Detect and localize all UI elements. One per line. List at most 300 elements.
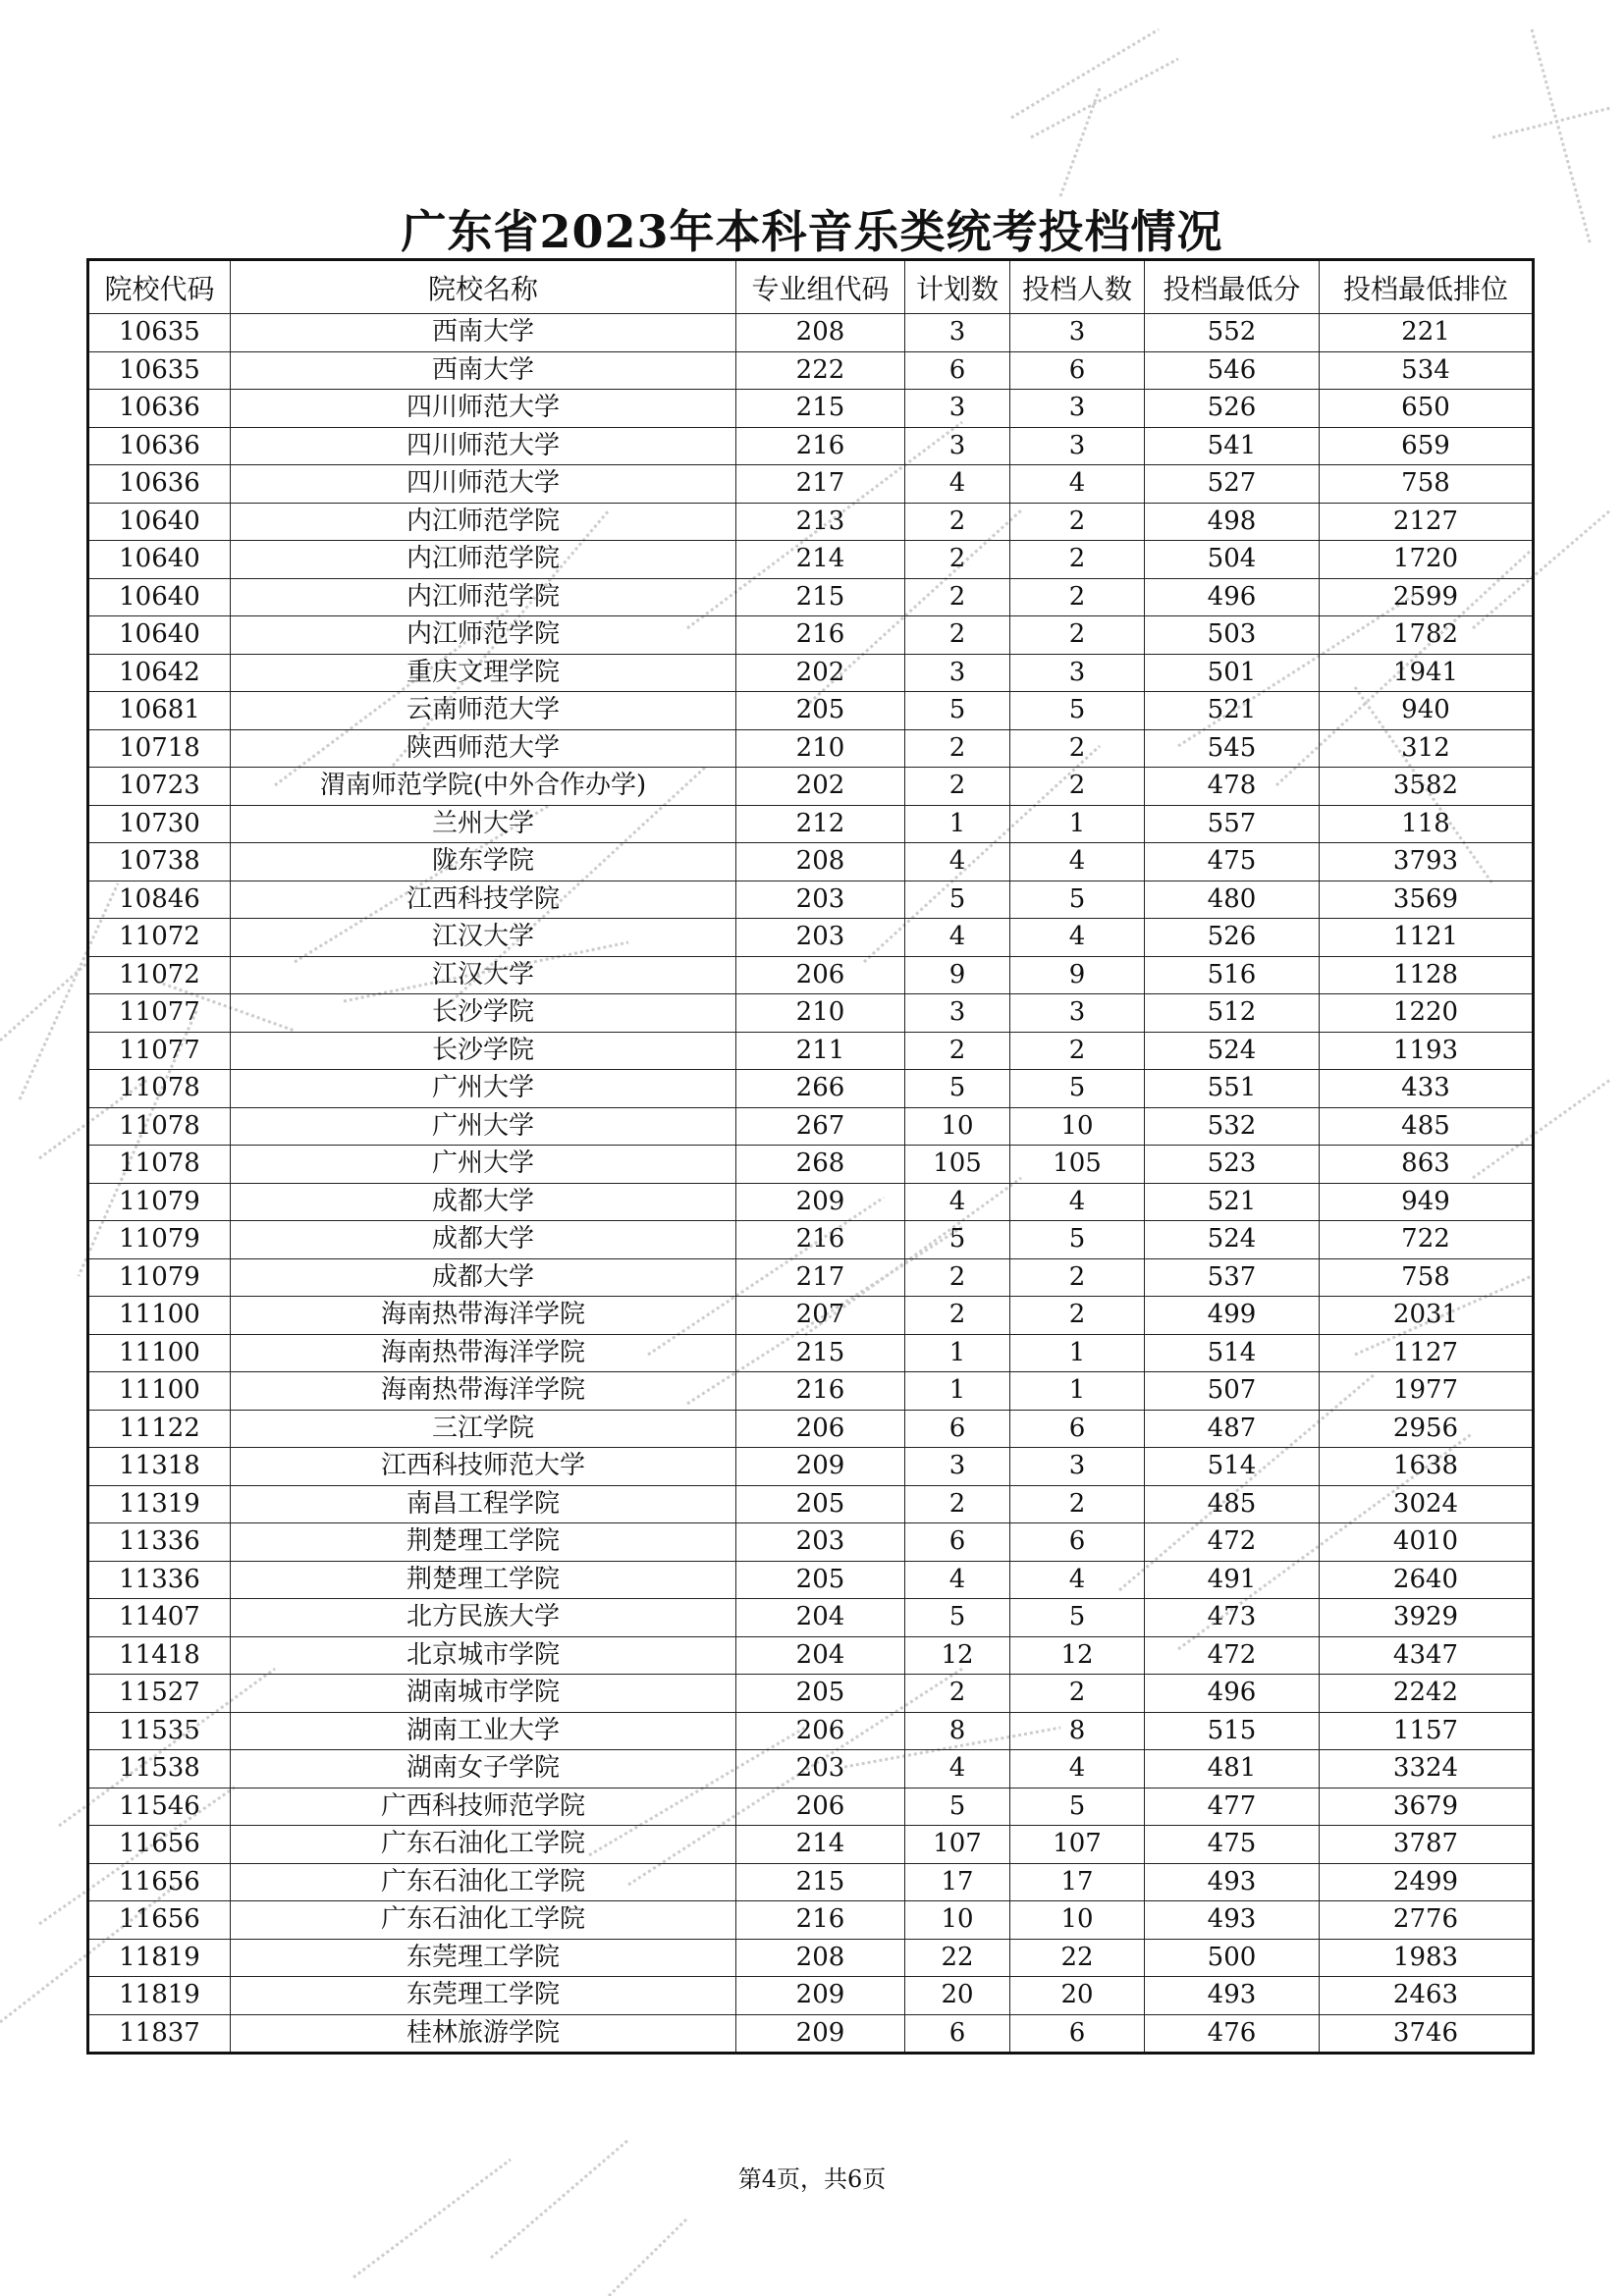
plan-count-cell: 4: [905, 1561, 1010, 1599]
group-code-cell: 205: [736, 692, 905, 730]
school-code-cell: 11336: [88, 1523, 231, 1562]
min-rank-cell: 1128: [1320, 956, 1534, 994]
group-code-cell: 211: [736, 1032, 905, 1070]
table-row: [88, 1826, 1534, 1864]
min-rank-cell: 312: [1320, 729, 1534, 768]
min-rank-cell: 3929: [1320, 1599, 1534, 1637]
school-code-cell: 10640: [88, 616, 231, 655]
admitted-count-cell: 2: [1010, 616, 1145, 655]
school-name-cell: 陇东学院: [231, 843, 736, 881]
min-rank-cell: 118: [1320, 805, 1534, 843]
min-score-cell: 527: [1145, 465, 1320, 504]
school-code-cell: 11072: [88, 956, 231, 994]
min-rank-cell: 2463: [1320, 1977, 1534, 2015]
plan-count-cell: 1: [905, 1334, 1010, 1372]
school-name-cell: 江西科技学院: [231, 881, 736, 919]
admitted-count-cell: 2: [1010, 729, 1145, 768]
plan-count-cell: 22: [905, 1939, 1010, 1977]
school-code-cell: 11336: [88, 1561, 231, 1599]
school-name-cell: 东莞理工学院: [231, 1939, 736, 1977]
min-score-cell: 524: [1145, 1032, 1320, 1070]
table-row: [88, 1070, 1534, 1108]
admitted-count-cell: 10: [1010, 1901, 1145, 1940]
admitted-count-cell: 8: [1010, 1712, 1145, 1750]
admitted-count-cell: 9: [1010, 956, 1145, 994]
plan-count-cell: 3: [905, 1448, 1010, 1486]
school-name-cell: 荆楚理工学院: [231, 1523, 736, 1562]
min-rank-cell: 433: [1320, 1070, 1534, 1108]
plan-count-cell: 3: [905, 654, 1010, 692]
column-header: 院校代码: [88, 260, 231, 314]
table-row: [88, 1485, 1534, 1523]
plan-count-cell: 8: [905, 1712, 1010, 1750]
plan-count-cell: 3: [905, 390, 1010, 428]
group-code-cell: 216: [736, 1372, 905, 1411]
admitted-count-cell: 4: [1010, 919, 1145, 957]
min-score-cell: 481: [1145, 1750, 1320, 1789]
min-score-cell: 473: [1145, 1599, 1320, 1637]
group-code-cell: 205: [736, 1561, 905, 1599]
min-rank-cell: 1193: [1320, 1032, 1534, 1070]
school-code-cell: 11079: [88, 1221, 231, 1259]
admitted-count-cell: 3: [1010, 390, 1145, 428]
group-code-cell: 217: [736, 1258, 905, 1297]
group-code-cell: 266: [736, 1070, 905, 1108]
min-rank-cell: 3024: [1320, 1485, 1534, 1523]
school-name-cell: 江西科技师范大学: [231, 1448, 736, 1486]
table-row: [88, 390, 1534, 428]
plan-count-cell: 5: [905, 1070, 1010, 1108]
school-code-cell: 10635: [88, 351, 231, 390]
min-rank-cell: 485: [1320, 1107, 1534, 1146]
group-code-cell: 215: [736, 390, 905, 428]
plan-count-cell: 2: [905, 768, 1010, 806]
school-code-cell: 11407: [88, 1599, 231, 1637]
admitted-count-cell: 22: [1010, 1939, 1145, 1977]
min-score-cell: 526: [1145, 919, 1320, 957]
min-score-cell: 485: [1145, 1485, 1320, 1523]
table-row: [88, 729, 1534, 768]
table-row: [88, 768, 1534, 806]
school-code-cell: 11535: [88, 1712, 231, 1750]
min-score-cell: 524: [1145, 1221, 1320, 1259]
school-name-cell: 广东石油化工学院: [231, 1863, 736, 1901]
plan-count-cell: 105: [905, 1146, 1010, 1184]
min-score-cell: 551: [1145, 1070, 1320, 1108]
school-name-cell: 西南大学: [231, 351, 736, 390]
table-row: [88, 1258, 1534, 1297]
table-row: [88, 1107, 1534, 1146]
min-score-cell: 541: [1145, 427, 1320, 465]
min-score-cell: 500: [1145, 1939, 1320, 1977]
plan-count-cell: 2: [905, 578, 1010, 616]
group-code-cell: 208: [736, 314, 905, 352]
school-code-cell: 10723: [88, 768, 231, 806]
school-name-cell: 西南大学: [231, 314, 736, 352]
min-score-cell: 516: [1145, 956, 1320, 994]
school-name-cell: 兰州大学: [231, 805, 736, 843]
admitted-count-cell: 5: [1010, 1788, 1145, 1826]
school-code-cell: 11100: [88, 1372, 231, 1411]
min-rank-cell: 3679: [1320, 1788, 1534, 1826]
plan-count-cell: 4: [905, 465, 1010, 504]
school-code-cell: 11077: [88, 1032, 231, 1070]
min-score-cell: 514: [1145, 1334, 1320, 1372]
school-name-cell: 广州大学: [231, 1070, 736, 1108]
table-row: [88, 1372, 1534, 1411]
table-row: [88, 351, 1534, 390]
min-rank-cell: 659: [1320, 427, 1534, 465]
table-row: [88, 1032, 1534, 1070]
school-name-cell: 成都大学: [231, 1221, 736, 1259]
min-score-cell: 476: [1145, 2014, 1320, 2054]
school-name-cell: 渭南师范学院(中外合作办学): [231, 768, 736, 806]
group-code-cell: 212: [736, 805, 905, 843]
min-score-cell: 521: [1145, 692, 1320, 730]
table-row: [88, 1901, 1534, 1940]
admitted-count-cell: 105: [1010, 1146, 1145, 1184]
plan-count-cell: 3: [905, 994, 1010, 1033]
admission-table: [86, 258, 1535, 2055]
school-code-cell: 11319: [88, 1485, 231, 1523]
school-code-cell: 10738: [88, 843, 231, 881]
table-row: [88, 1561, 1534, 1599]
min-rank-cell: 1127: [1320, 1334, 1534, 1372]
school-name-cell: 内江师范学院: [231, 578, 736, 616]
group-code-cell: 209: [736, 1183, 905, 1221]
group-code-cell: 215: [736, 578, 905, 616]
school-code-cell: 10636: [88, 465, 231, 504]
school-name-cell: 四川师范大学: [231, 465, 736, 504]
min-score-cell: 532: [1145, 1107, 1320, 1146]
school-name-cell: 四川师范大学: [231, 390, 736, 428]
group-code-cell: 205: [736, 1485, 905, 1523]
min-score-cell: 521: [1145, 1183, 1320, 1221]
table-row: [88, 1183, 1534, 1221]
plan-count-cell: 12: [905, 1636, 1010, 1675]
admitted-count-cell: 3: [1010, 427, 1145, 465]
min-score-cell: 475: [1145, 1826, 1320, 1864]
admitted-count-cell: 20: [1010, 1977, 1145, 2015]
admitted-count-cell: 1: [1010, 1334, 1145, 1372]
column-header: 院校名称: [231, 260, 736, 314]
min-score-cell: 496: [1145, 578, 1320, 616]
plan-count-cell: 9: [905, 956, 1010, 994]
plan-count-cell: 3: [905, 427, 1010, 465]
min-score-cell: 507: [1145, 1372, 1320, 1411]
table-row: [88, 1977, 1534, 2015]
min-score-cell: 475: [1145, 843, 1320, 881]
plan-count-cell: 5: [905, 1221, 1010, 1259]
min-rank-cell: 3569: [1320, 881, 1534, 919]
column-header: 投档人数: [1010, 260, 1145, 314]
plan-count-cell: 6: [905, 1410, 1010, 1448]
min-score-cell: 545: [1145, 729, 1320, 768]
school-code-cell: 11837: [88, 2014, 231, 2054]
admitted-count-cell: 4: [1010, 1183, 1145, 1221]
admitted-count-cell: 2: [1010, 1675, 1145, 1713]
school-name-cell: 东莞理工学院: [231, 1977, 736, 2015]
group-code-cell: 210: [736, 994, 905, 1033]
table-row: [88, 805, 1534, 843]
table-row: [88, 1523, 1534, 1562]
group-code-cell: 208: [736, 1939, 905, 1977]
min-score-cell: 487: [1145, 1410, 1320, 1448]
min-rank-cell: 2127: [1320, 503, 1534, 541]
group-code-cell: 204: [736, 1599, 905, 1637]
school-code-cell: 10636: [88, 427, 231, 465]
table-header-row: [88, 260, 1534, 314]
min-score-cell: 537: [1145, 1258, 1320, 1297]
min-rank-cell: 650: [1320, 390, 1534, 428]
min-rank-cell: 3793: [1320, 843, 1534, 881]
group-code-cell: 214: [736, 1826, 905, 1864]
min-rank-cell: 2776: [1320, 1901, 1534, 1940]
school-name-cell: 广东石油化工学院: [231, 1826, 736, 1864]
school-code-cell: 11527: [88, 1675, 231, 1713]
min-score-cell: 514: [1145, 1448, 1320, 1486]
admitted-count-cell: 6: [1010, 1410, 1145, 1448]
group-code-cell: 206: [736, 1712, 905, 1750]
school-name-cell: 北京城市学院: [231, 1636, 736, 1675]
school-code-cell: 11072: [88, 919, 231, 957]
school-name-cell: 陕西师范大学: [231, 729, 736, 768]
group-code-cell: 267: [736, 1107, 905, 1146]
admitted-count-cell: 2: [1010, 1297, 1145, 1335]
min-rank-cell: 1941: [1320, 654, 1534, 692]
group-code-cell: 206: [736, 1410, 905, 1448]
min-score-cell: 472: [1145, 1523, 1320, 1562]
school-code-cell: 10640: [88, 578, 231, 616]
school-name-cell: 南昌工程学院: [231, 1485, 736, 1523]
column-header: 投档最低分: [1145, 260, 1320, 314]
group-code-cell: 214: [736, 541, 905, 579]
plan-count-cell: 5: [905, 1788, 1010, 1826]
min-score-cell: 552: [1145, 314, 1320, 352]
admitted-count-cell: 3: [1010, 1448, 1145, 1486]
min-rank-cell: 1121: [1320, 919, 1534, 957]
table-row: [88, 503, 1534, 541]
school-name-cell: 江汉大学: [231, 919, 736, 957]
school-code-cell: 11079: [88, 1258, 231, 1297]
min-score-cell: 501: [1145, 654, 1320, 692]
group-code-cell: 209: [736, 1977, 905, 2015]
table-row: [88, 1939, 1534, 1977]
admitted-count-cell: 5: [1010, 1599, 1145, 1637]
column-header: 计划数: [905, 260, 1010, 314]
group-code-cell: 210: [736, 729, 905, 768]
plan-count-cell: 2: [905, 1258, 1010, 1297]
school-name-cell: 长沙学院: [231, 994, 736, 1033]
admitted-count-cell: 2: [1010, 1032, 1145, 1070]
plan-count-cell: 2: [905, 616, 1010, 655]
school-code-cell: 11656: [88, 1901, 231, 1940]
group-code-cell: 207: [736, 1297, 905, 1335]
admitted-count-cell: 4: [1010, 1561, 1145, 1599]
admitted-count-cell: 6: [1010, 351, 1145, 390]
school-code-cell: 11546: [88, 1788, 231, 1826]
school-code-cell: 10846: [88, 881, 231, 919]
group-code-cell: 216: [736, 427, 905, 465]
admitted-count-cell: 3: [1010, 314, 1145, 352]
min-rank-cell: 949: [1320, 1183, 1534, 1221]
school-code-cell: 11318: [88, 1448, 231, 1486]
school-name-cell: 广东石油化工学院: [231, 1901, 736, 1940]
table-row: [88, 1410, 1534, 1448]
school-name-cell: 广西科技师范学院: [231, 1788, 736, 1826]
school-code-cell: 11078: [88, 1146, 231, 1184]
table-row: [88, 654, 1534, 692]
school-code-cell: 10635: [88, 314, 231, 352]
plan-count-cell: 2: [905, 1297, 1010, 1335]
school-code-cell: 11077: [88, 994, 231, 1033]
min-score-cell: 478: [1145, 768, 1320, 806]
table-row: [88, 843, 1534, 881]
group-code-cell: 216: [736, 616, 905, 655]
admitted-count-cell: 17: [1010, 1863, 1145, 1901]
admitted-count-cell: 1: [1010, 1372, 1145, 1411]
school-code-cell: 11819: [88, 1939, 231, 1977]
school-name-cell: 内江师范学院: [231, 541, 736, 579]
table-row: [88, 1599, 1534, 1637]
group-code-cell: 204: [736, 1636, 905, 1675]
page-title: 广东省2023年本科音乐类统考投档情况: [401, 205, 1223, 258]
plan-count-cell: 1: [905, 1372, 1010, 1411]
group-code-cell: 268: [736, 1146, 905, 1184]
group-code-cell: 206: [736, 956, 905, 994]
admitted-count-cell: 5: [1010, 1070, 1145, 1108]
table-row: [88, 1636, 1534, 1675]
group-code-cell: 206: [736, 1788, 905, 1826]
admitted-count-cell: 10: [1010, 1107, 1145, 1146]
table-row: [88, 881, 1534, 919]
min-rank-cell: 2599: [1320, 578, 1534, 616]
plan-count-cell: 4: [905, 1183, 1010, 1221]
min-rank-cell: 534: [1320, 351, 1534, 390]
min-rank-cell: 2242: [1320, 1675, 1534, 1713]
table-row: [88, 314, 1534, 352]
min-rank-cell: 1220: [1320, 994, 1534, 1033]
admitted-count-cell: 2: [1010, 1258, 1145, 1297]
plan-count-cell: 5: [905, 1599, 1010, 1637]
group-code-cell: 208: [736, 843, 905, 881]
school-name-cell: 三江学院: [231, 1410, 736, 1448]
group-code-cell: 205: [736, 1675, 905, 1713]
page-footer: 第4页，共6页: [737, 2165, 887, 2193]
school-code-cell: 11100: [88, 1297, 231, 1335]
table-row: [88, 1750, 1534, 1789]
table-row: [88, 427, 1534, 465]
group-code-cell: 203: [736, 881, 905, 919]
min-rank-cell: 1157: [1320, 1712, 1534, 1750]
group-code-cell: 216: [736, 1901, 905, 1940]
plan-count-cell: 1: [905, 805, 1010, 843]
group-code-cell: 217: [736, 465, 905, 504]
school-name-cell: 海南热带海洋学院: [231, 1297, 736, 1335]
plan-count-cell: 6: [905, 351, 1010, 390]
min-score-cell: 504: [1145, 541, 1320, 579]
school-name-cell: 湖南城市学院: [231, 1675, 736, 1713]
group-code-cell: 209: [736, 2014, 905, 2054]
school-code-cell: 11078: [88, 1070, 231, 1108]
plan-count-cell: 3: [905, 314, 1010, 352]
min-rank-cell: 2031: [1320, 1297, 1534, 1335]
school-code-cell: 11538: [88, 1750, 231, 1789]
admitted-count-cell: 3: [1010, 994, 1145, 1033]
school-name-cell: 内江师范学院: [231, 503, 736, 541]
min-rank-cell: 758: [1320, 465, 1534, 504]
school-code-cell: 11656: [88, 1863, 231, 1901]
min-score-cell: 493: [1145, 1977, 1320, 2015]
school-name-cell: 四川师范大学: [231, 427, 736, 465]
min-score-cell: 512: [1145, 994, 1320, 1033]
group-code-cell: 203: [736, 919, 905, 957]
plan-count-cell: 2: [905, 1675, 1010, 1713]
table-row: [88, 1448, 1534, 1486]
min-rank-cell: 758: [1320, 1258, 1534, 1297]
column-header: 投档最低排位: [1320, 260, 1534, 314]
table-row: [88, 1221, 1534, 1259]
plan-count-cell: 10: [905, 1901, 1010, 1940]
min-score-cell: 493: [1145, 1863, 1320, 1901]
group-code-cell: 202: [736, 654, 905, 692]
min-rank-cell: 3582: [1320, 768, 1534, 806]
table-row: [88, 1146, 1534, 1184]
group-code-cell: 202: [736, 768, 905, 806]
table-row: [88, 692, 1534, 730]
min-rank-cell: 722: [1320, 1221, 1534, 1259]
school-code-cell: 11079: [88, 1183, 231, 1221]
min-score-cell: 557: [1145, 805, 1320, 843]
admitted-count-cell: 3: [1010, 654, 1145, 692]
min-rank-cell: 940: [1320, 692, 1534, 730]
min-score-cell: 472: [1145, 1636, 1320, 1675]
school-name-cell: 海南热带海洋学院: [231, 1372, 736, 1411]
min-score-cell: 496: [1145, 1675, 1320, 1713]
min-rank-cell: 1983: [1320, 1939, 1534, 1977]
min-score-cell: 493: [1145, 1901, 1320, 1940]
school-name-cell: 海南热带海洋学院: [231, 1334, 736, 1372]
min-rank-cell: 3746: [1320, 2014, 1534, 2054]
table-row: [88, 1297, 1534, 1335]
table-row: [88, 1334, 1534, 1372]
school-name-cell: 湖南女子学院: [231, 1750, 736, 1789]
school-code-cell: 11078: [88, 1107, 231, 1146]
plan-count-cell: 2: [905, 541, 1010, 579]
table-row: [88, 1863, 1534, 1901]
admitted-count-cell: 5: [1010, 881, 1145, 919]
plan-count-cell: 20: [905, 1977, 1010, 2015]
admitted-count-cell: 2: [1010, 578, 1145, 616]
min-rank-cell: 1720: [1320, 541, 1534, 579]
table-row: [88, 2014, 1534, 2054]
plan-count-cell: 2: [905, 729, 1010, 768]
school-code-cell: 10636: [88, 390, 231, 428]
min-score-cell: 491: [1145, 1561, 1320, 1599]
admitted-count-cell: 2: [1010, 768, 1145, 806]
school-code-cell: 10681: [88, 692, 231, 730]
school-code-cell: 11656: [88, 1826, 231, 1864]
admitted-count-cell: 5: [1010, 692, 1145, 730]
table-row: [88, 1788, 1534, 1826]
table-row: [88, 465, 1534, 504]
plan-count-cell: 2: [905, 1485, 1010, 1523]
table-row: [88, 541, 1534, 579]
school-name-cell: 成都大学: [231, 1183, 736, 1221]
table-row: [88, 1712, 1534, 1750]
group-code-cell: 203: [736, 1750, 905, 1789]
admitted-count-cell: 4: [1010, 465, 1145, 504]
